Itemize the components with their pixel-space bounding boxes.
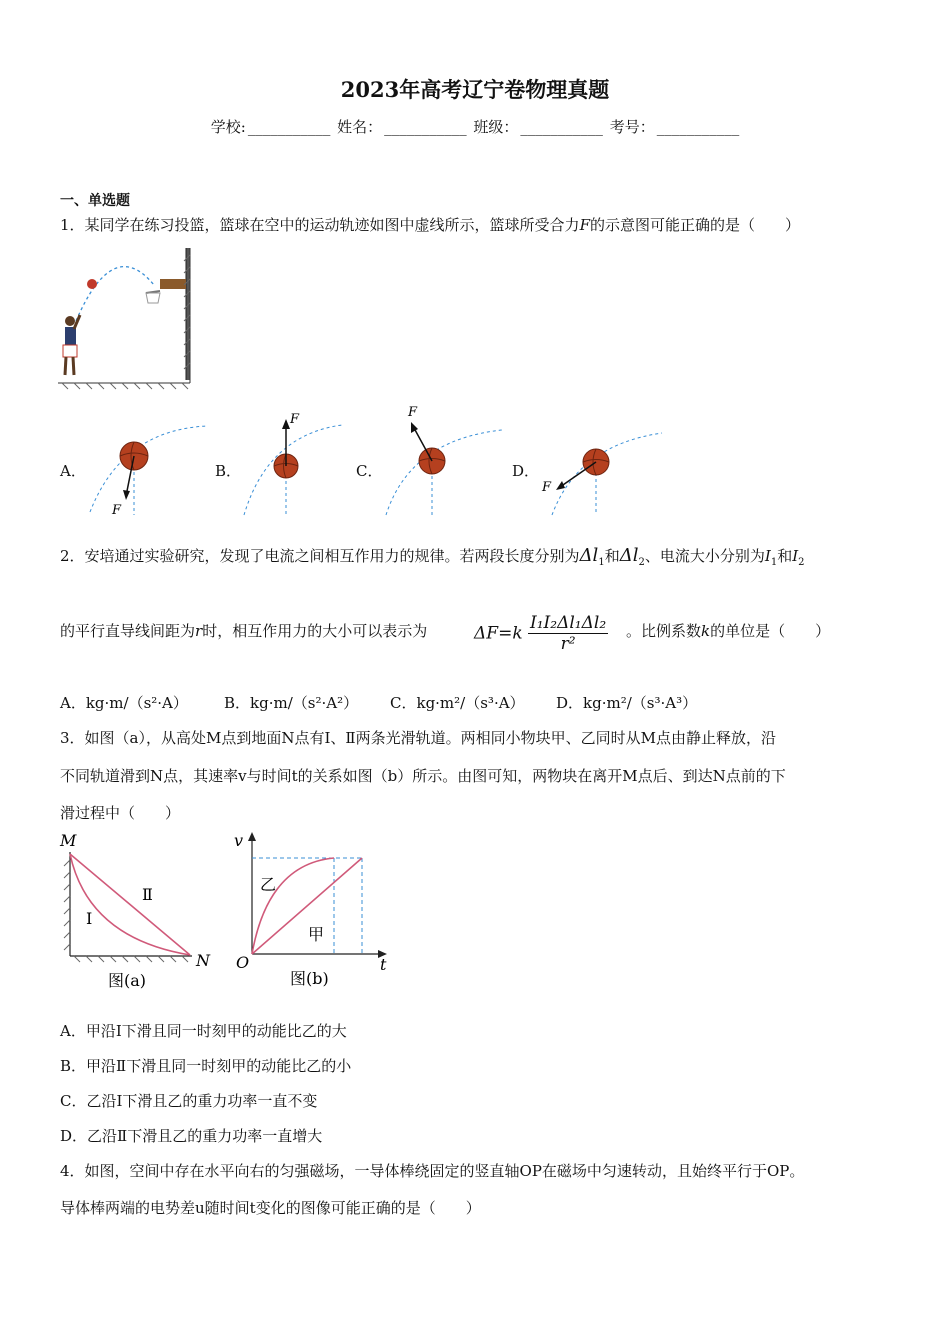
force-label: F — [290, 412, 300, 427]
q2-dl2: Δl — [619, 545, 639, 566]
q3-option-d[interactable]: D．乙沿Ⅱ下滑且乙的重力功率一直增大 — [60, 1127, 323, 1145]
t-axis-label: t — [380, 955, 387, 974]
question-4-stem-line1: 4．如图，空间中存在水平向右的匀强磁场，一导体棒绕固定的竖直轴OP在磁场中匀速转动，且始终平行于OP。 — [60, 1162, 805, 1180]
page-title: 2023年高考辽宁卷物理真题 — [340, 77, 610, 102]
section-title: 一、单选题 — [60, 193, 130, 209]
v-axis-label: v — [234, 831, 244, 850]
track-ii-label: Ⅱ — [142, 885, 153, 904]
q1-option-a-label[interactable]: A． — [60, 462, 86, 480]
q2-dl1: Δl — [579, 545, 599, 566]
school-label: 学校: — [210, 118, 246, 136]
q3-option-b[interactable]: B．甲沿Ⅱ下滑且同一时刻甲的动能比乙的小 — [60, 1057, 352, 1075]
q1-option-d-diagram — [538, 425, 668, 520]
hoop-backboard — [146, 248, 190, 380]
curve-jia — [252, 858, 362, 954]
question-3-stem-line1: 3．如图（a），从高处M点到地面N点有Ⅰ、Ⅱ两条光滑轨道。两相同小物块甲、乙同时从M点由静止释放，沿 — [60, 729, 776, 747]
id-blank[interactable]: ___________ — [656, 118, 740, 136]
q1-text-b: 的示意图可能正确的是（ ） — [589, 216, 800, 234]
q2-option-c[interactable]: C．kg·m²/（s³·A） — [390, 694, 525, 712]
school-blank[interactable]: ___________ — [247, 118, 331, 136]
figure-b-caption: 图(b) — [290, 969, 329, 988]
net — [146, 293, 160, 303]
q2-line2-c: 。比例系数 — [626, 622, 702, 640]
q2-and1: 和 — [604, 547, 620, 565]
q2-option-b[interactable]: B．kg·m/（s²·A²） — [224, 694, 359, 712]
q1-option-c-label[interactable]: C． — [356, 462, 383, 480]
name-blank[interactable]: ___________ — [384, 118, 467, 136]
q2-var-r: r — [195, 622, 203, 640]
q2-var-k: k — [701, 622, 711, 640]
ball — [87, 279, 97, 289]
origin-label: O — [236, 953, 250, 972]
q2-i1-sub: 1 — [770, 557, 778, 568]
q1-option-a-diagram — [82, 420, 212, 520]
track-i-label: Ⅰ — [86, 909, 93, 928]
q1-option-b-label[interactable]: B． — [215, 462, 242, 480]
formula-denominator: r² — [560, 634, 576, 654]
question-1-stem — [60, 214, 800, 235]
question-2-stem-line1 — [60, 545, 805, 568]
track-ii — [70, 854, 190, 955]
question-3-stem-line2: 不同轨道滑到N点，其速率v与时间t的关系如图（b）所示。由图可知，两物块在离开M点后、到达N点前的下 — [60, 767, 786, 785]
formula-lhs: ΔF=k — [474, 623, 523, 644]
point-n-label: N — [196, 951, 210, 970]
q2-sub2: 2 — [638, 557, 645, 568]
figure-a-tracks — [58, 828, 218, 993]
question-4-stem-line2: 导体棒两端的电势差u随时间t变化的图像可能正确的是（ ） — [60, 1199, 481, 1217]
q2-formula — [474, 613, 608, 654]
question-2-stem-line2-end — [626, 620, 830, 641]
q3-option-c[interactable]: C．乙沿Ⅰ下滑且乙的重力功率一直不变 — [60, 1092, 318, 1110]
player — [63, 315, 80, 375]
q3-option-a[interactable]: A．甲沿Ⅰ下滑且同一时刻甲的动能比乙的大 — [60, 1022, 347, 1040]
class-label: 班级： — [473, 118, 519, 136]
q2-sub1: 1 — [598, 557, 605, 568]
q2-i2: I — [792, 547, 799, 565]
q2-option-a[interactable]: A．kg·m/（s²·A） — [60, 694, 188, 712]
student-info-line — [0, 116, 950, 137]
q1-option-b-diagram — [238, 405, 348, 520]
q2-text-a: 2．安培通过实验研究，发现了电流之间相互作用力的规律。若两段长度分别为 — [60, 547, 580, 565]
jia-label: 甲 — [308, 925, 325, 944]
q2-text-b: 、电流大小分别为 — [644, 547, 765, 565]
q2-and2: 和 — [777, 547, 793, 565]
q2-i2-sub: 2 — [798, 557, 805, 568]
figure-b-vt-graph — [232, 828, 392, 993]
q2-line2-b: 时，相互作用力的大小可以表示为 — [202, 622, 428, 640]
force-label: F — [112, 503, 122, 518]
id-label: 考号： — [609, 118, 655, 136]
trajectory — [76, 267, 154, 321]
name-label: 姓名： — [337, 118, 383, 136]
force-label: F — [408, 405, 418, 420]
figure-a-caption: 图(a) — [108, 971, 147, 990]
q2-line2-a: 的平行直导线间距为 — [60, 622, 196, 640]
question-3-stem-line3: 滑过程中（ ） — [60, 804, 181, 822]
formula-numerator: I₁I₂Δl₁Δl₂ — [530, 613, 607, 633]
point-m-label: M — [60, 831, 77, 850]
question-2-stem-line2 — [60, 620, 427, 641]
q1-option-c-diagram — [380, 400, 510, 520]
q2-i1: I — [764, 547, 771, 565]
q2-line2-d: 的单位是（ ） — [710, 622, 831, 640]
q1-var-f: F — [579, 216, 590, 234]
q1-text-a: 1．某同学在练习投篮，篮球在空中的运动轨迹如图中虚线所示，篮球所受合力 — [60, 216, 580, 234]
q2-option-d[interactable]: D．kg·m²/（s³·A³） — [556, 694, 698, 712]
formula-fraction — [528, 613, 608, 654]
q1-option-d-label[interactable]: D． — [512, 462, 540, 480]
class-blank[interactable]: ___________ — [520, 118, 603, 136]
force-label: F — [542, 480, 552, 495]
yi-label: 乙 — [260, 875, 277, 894]
basketball-figure — [58, 245, 193, 393]
